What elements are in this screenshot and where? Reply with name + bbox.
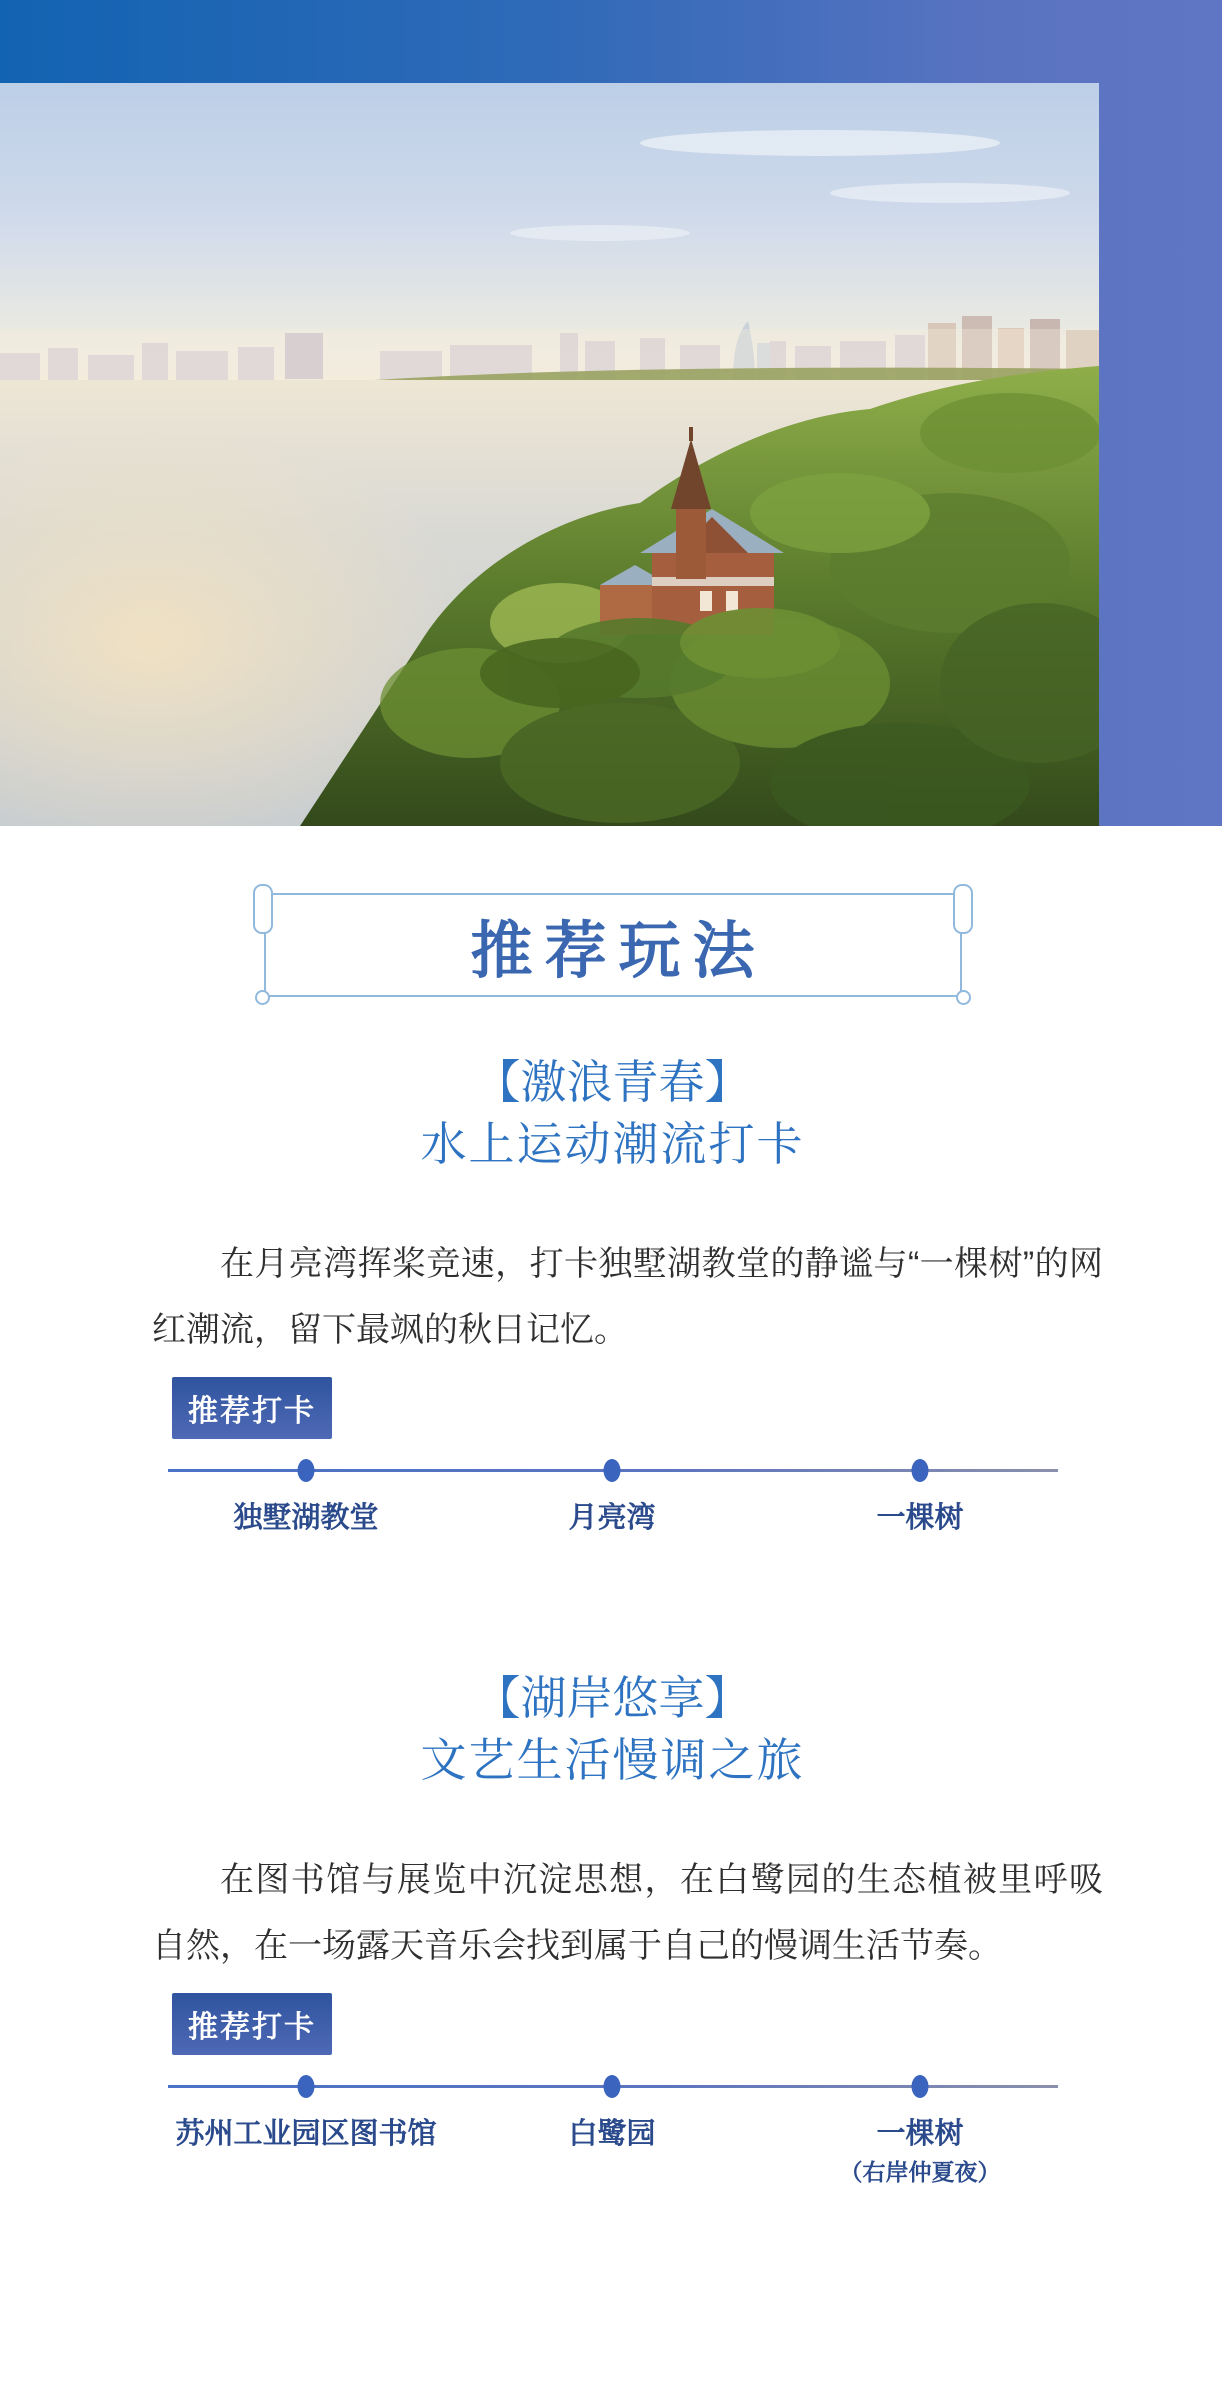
timeline-stop: [233, 1459, 378, 1536]
timeline-stop: [568, 1459, 655, 1536]
section-heading: [0, 1667, 1225, 1791]
banner-title: 推荐玩法: [470, 917, 767, 986]
scroll-curl-bottom-left: [255, 990, 270, 1005]
timeline-label: 白鹭园: [568, 2118, 656, 2150]
checkin-timeline: [0, 2065, 1225, 2217]
badge-row: [172, 1377, 1225, 1433]
timeline-dot: [603, 2075, 620, 2098]
timeline-dot: [603, 1459, 620, 1482]
section-body: 在图书馆与展览中沉淀思想，在白鹭园的生态植被里呼吸自然，在一场露天音乐会找到属于自己的慢调生活节奏。: [152, 1861, 1103, 1965]
scroll-curl-top-right: [953, 884, 973, 934]
timeline-label: 苏州工业园区图书馆: [175, 2118, 437, 2150]
timeline-sublabel: （右岸仲夏夜）: [839, 2159, 1001, 2185]
recommend-badge: 推荐打卡: [172, 1993, 332, 2055]
timeline-label: 一棵树: [876, 1502, 964, 1534]
section-heading: [0, 1051, 1225, 1175]
scroll-banner-box: [264, 893, 962, 997]
section-heading-line2: 水上运动潮流打卡: [420, 1118, 805, 1170]
timeline-dot: [912, 2075, 929, 2098]
lake-aerial-photo: [0, 83, 1099, 826]
timeline-stop: [840, 2075, 1001, 2187]
section-water-sports: [0, 1051, 1225, 1561]
timeline-stop: [175, 2075, 436, 2152]
section-body: 在月亮湾挥桨竞速，打卡独墅湖教堂的静谧与“一棵树”的网红潮流，留下最飒的秋日记忆。: [152, 1245, 1103, 1349]
timeline-label: 一棵树: [876, 2118, 964, 2150]
timeline-label: 月亮湾: [568, 1502, 656, 1534]
timeline-dot: [297, 1459, 314, 1482]
section-lakeside-leisure: [0, 1667, 1225, 2217]
section-heading-line1: 【激浪青春】: [474, 1056, 751, 1108]
section-heading-line2: 文艺生活慢调之旅: [420, 1734, 805, 1786]
timeline-stop: [568, 2075, 655, 2152]
hero-section: [0, 0, 1225, 826]
scroll-curl-top-left: [253, 884, 273, 934]
badge-row: [172, 1993, 1225, 2049]
timeline-stop: [876, 1459, 963, 1536]
section-heading-line1: 【湖岸悠享】: [474, 1672, 751, 1724]
recommend-badge: 推荐打卡: [172, 1377, 332, 1439]
checkin-timeline: [0, 1449, 1225, 1561]
scroll-banner: [264, 893, 962, 997]
timeline-dot: [297, 2075, 314, 2098]
timeline-dot: [911, 1459, 928, 1482]
scroll-curl-bottom-right: [956, 990, 971, 1005]
timeline-label: 独墅湖教堂: [233, 1502, 379, 1534]
